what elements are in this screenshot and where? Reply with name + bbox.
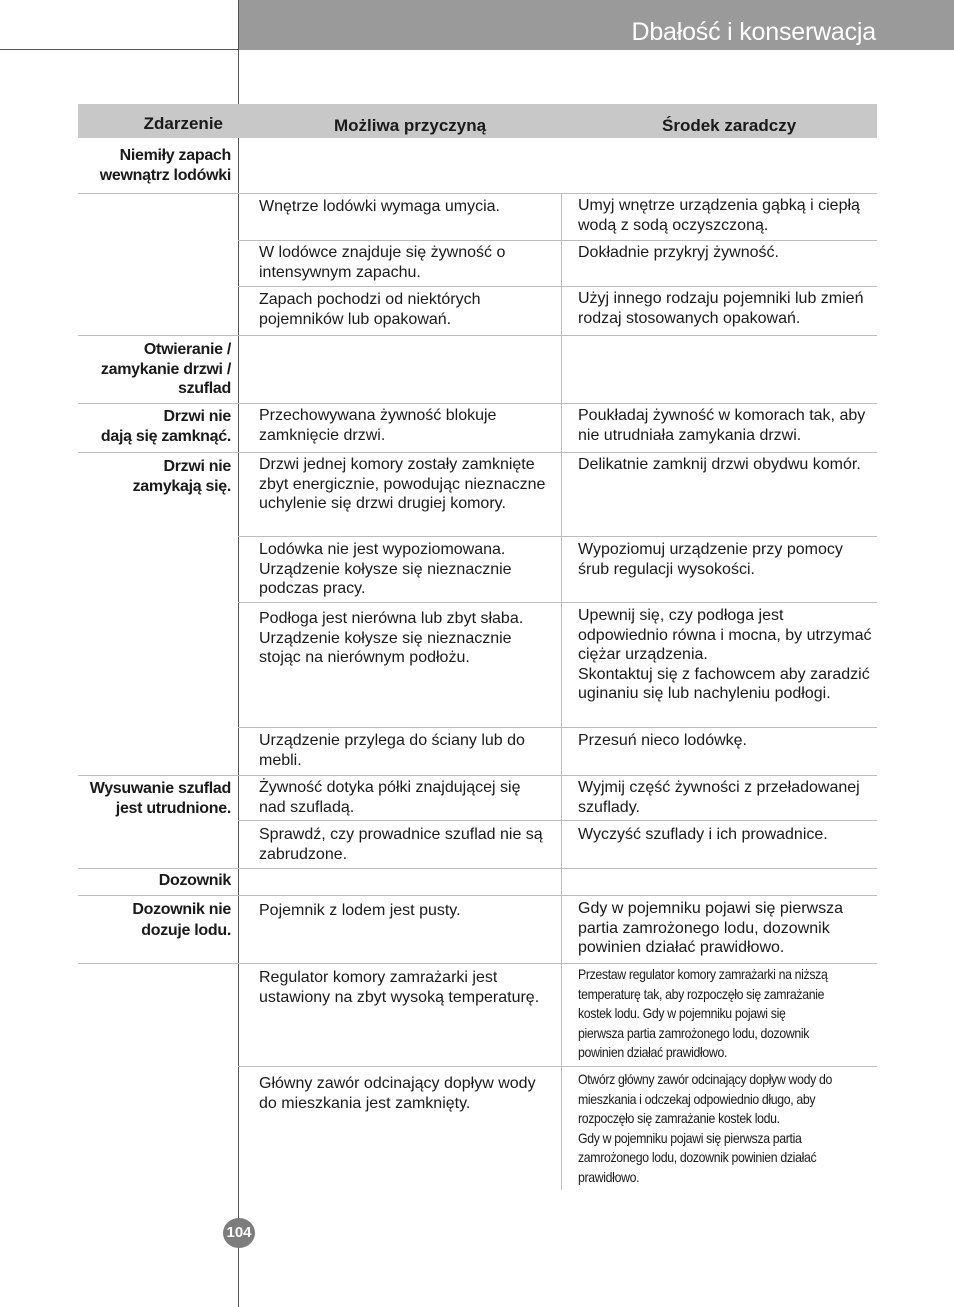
remedy-cell: Upewnij się, czy podłoga jest odpowiednio równa i mocna, by utrzymać ciężar urządzenia. Skontaktuj się z fachowcem aby zaradzić uginaniu się lub nachyleniu podłogi. <box>578 607 872 702</box>
cause-cell: W lodówce znajduje się żywność o intensywnym zapachu. <box>259 244 506 281</box>
event-cell: Dozownik nie dozuje lodu. <box>132 901 231 939</box>
remedy-cell: Poukładaj żywność w komorach tak, aby nie utrudniała zamykania drzwi. <box>578 407 866 444</box>
event-cell: Otwieranie / zamykanie drzwi / szuflad <box>100 341 231 397</box>
column-header-cause: Możliwa przyczyną <box>334 116 487 135</box>
row-divider <box>238 820 877 821</box>
remedy-cell: Umyj wnętrze urządzenia gąbką i ciepłą wodą z sodą oczyszczoną. <box>578 197 860 234</box>
row-divider <box>78 403 877 404</box>
column-header-remedy: Środek zaradczy <box>662 116 797 135</box>
cause-cell: Regulator komory zamrażarki jest ustawiony na zbyt wysoką temperaturę. <box>259 969 540 1006</box>
remedy-cell: Otwórz główny zawór odcinający dopływ wody do mieszkania i odczekaj odpowiednio długo, aby rozpoczęło się zamrażanie kostek lodu. Gdy w pojemniku pojawi się pierwsza partia zamrożonego lodu, dozownik powinien działać prawidłowo. <box>578 1071 832 1185</box>
row-divider <box>238 602 877 603</box>
row-divider <box>78 775 877 776</box>
event-cell: Dozownik <box>158 872 231 889</box>
row-divider <box>78 193 877 194</box>
page-number-badge: 104 <box>223 1218 255 1248</box>
header-rule <box>0 49 238 50</box>
row-divider <box>238 286 877 287</box>
remedy-cell: Gdy w pojemniku pojawi się pierwsza partia zamrożonego lodu, dozownik powinien działać prawidłowo. <box>578 900 843 956</box>
row-divider <box>238 536 877 537</box>
row-divider <box>78 963 877 964</box>
cause-cell: Zapach pochodzi od niektórych pojemników lub opakowań. <box>259 291 481 328</box>
remedy-cell: Użyj innego rodzaju pojemniki lub zmień rodzaj stosowanych opakowań. <box>578 290 864 327</box>
cause-cell: Sprawdź, czy prowadnice szuflad nie są zabrudzone. <box>259 826 543 863</box>
remedy-cell: Wyczyść szuflady i ich prowadnice. <box>578 826 828 843</box>
cause-cell: Drzwi jednej komory zostały zamknięte zbyt energicznie, powodując nieznaczne uchylenie się drzwi drugiej komory. <box>259 456 546 512</box>
remedy-cell: Dokładnie przykryj żywność. <box>578 244 779 261</box>
row-divider <box>238 240 877 241</box>
margin-line <box>238 0 239 1307</box>
cause-cell: Urządzenie przylega do ściany lub do mebli. <box>259 732 525 769</box>
remedy-cell: Wyjmij część żywności z przeładowanej szuflady. <box>578 779 860 816</box>
remedy-cell: Przestaw regulator komory zamrażarki na niższą temperaturę tak, aby rozpoczęło się zamrażanie kostek lodu. Gdy w pojemniku pojawi się pierwsza partia zamrożonego lodu, dozownik powinien działać prawidłowo. <box>578 966 828 1060</box>
row-divider <box>238 727 877 728</box>
cause-cell: Żywność dotyka półki znajdującej się nad szufladą. <box>259 779 521 816</box>
cause-cell: Przechowywana żywność blokuje zamknięcie drzwi. <box>259 407 497 444</box>
row-divider <box>78 868 877 869</box>
column-divider <box>561 193 562 1190</box>
cause-cell: Pojemnik z lodem jest pusty. <box>259 902 461 919</box>
row-divider <box>78 895 877 896</box>
remedy-cell: Wypoziomuj urządzenie przy pomocy śrub regulacji wysokości. <box>578 541 843 578</box>
cause-cell: Lodówka nie jest wypoziomowana. Urządzenie kołysze się nieznacznie podczas pracy. <box>259 541 512 597</box>
remedy-cell: Delikatnie zamknij drzwi obydwu komór. <box>578 456 861 473</box>
row-divider <box>78 335 877 336</box>
event-cell: Drzwi nie dają się zamknąć. <box>100 408 231 445</box>
table-header <box>78 104 877 138</box>
row-divider <box>238 1066 877 1067</box>
cause-cell: Podłoga jest nierówna lub zbyt słaba. Urządzenie kołysze się nieznacznie stojąc na nierównym podłożu. <box>259 610 524 666</box>
remedy-cell: Przesuń nieco lodówkę. <box>578 732 747 749</box>
event-cell: Drzwi nie zamykają się. <box>132 458 231 495</box>
cause-cell: Wnętrze lodówki wymaga umycia. <box>259 198 500 215</box>
row-divider <box>78 452 877 453</box>
cause-cell: Główny zawór odcinający dopływ wody do mieszkania jest zamknięty. <box>259 1075 536 1112</box>
page-title: Dbałość i konserwacja <box>631 18 876 46</box>
header-band <box>238 0 954 50</box>
column-header-event: Zdarzenie <box>143 114 223 133</box>
event-cell: Wysuwanie szuflad jest utrudnione. <box>89 780 231 817</box>
event-cell: Niemiły zapach wewnątrz lodówki <box>99 147 231 184</box>
